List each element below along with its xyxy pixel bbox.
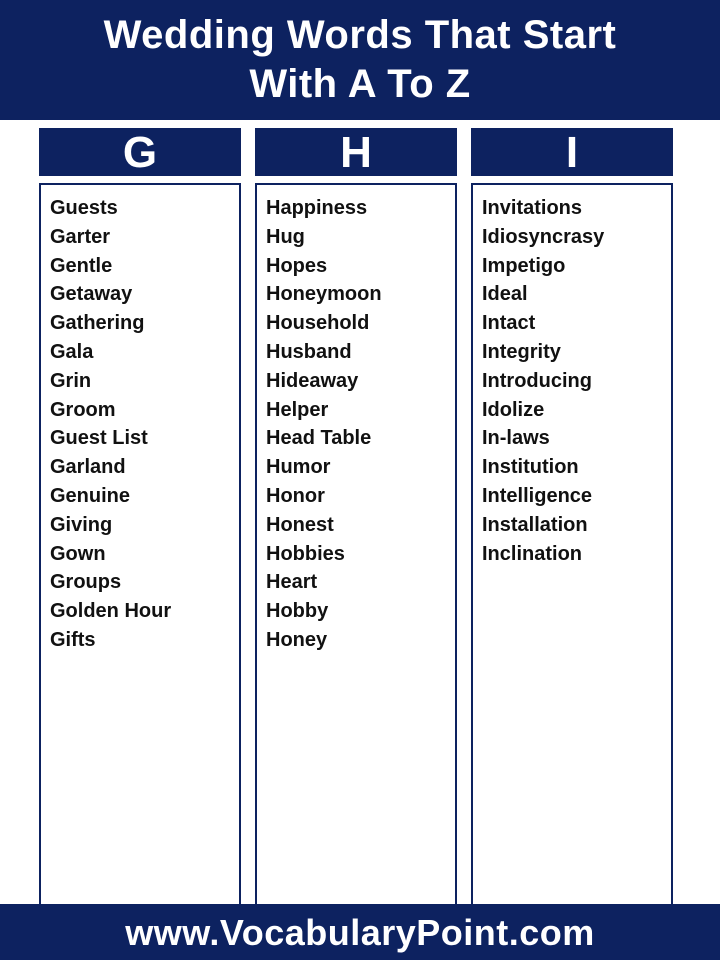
column-header-i: I xyxy=(471,128,673,176)
word-list xyxy=(257,185,455,655)
list-item: Heart xyxy=(266,571,318,594)
column-header-g: G xyxy=(39,128,241,176)
list-item: Gala xyxy=(50,340,94,363)
list-item: Groom xyxy=(50,398,116,421)
list-item: Honey xyxy=(266,628,328,651)
list-item: Ideal xyxy=(482,283,528,306)
list-item: In-laws xyxy=(482,427,550,450)
list-item: Invitations xyxy=(482,197,583,219)
list-item: Hug xyxy=(266,225,305,248)
word-list xyxy=(473,185,671,568)
list-item: Golden Hour xyxy=(50,600,172,623)
word-list-i xyxy=(471,183,673,913)
list-item: Inclination xyxy=(482,542,582,565)
list-item: Groups xyxy=(50,571,122,594)
list-item: Happiness xyxy=(266,197,368,219)
title-line-1: Wedding Words That Start xyxy=(103,13,617,57)
list-item: Integrity xyxy=(482,340,561,363)
list-item: Idiosyncrasy xyxy=(482,225,605,248)
footer-banner xyxy=(0,904,720,960)
column-header-h: H xyxy=(255,128,457,176)
list-item: Gown xyxy=(50,542,106,565)
word-list-h xyxy=(255,183,457,913)
list-item: Hobbies xyxy=(266,542,345,565)
list-item: Giving xyxy=(50,513,113,536)
list-item: Garland xyxy=(50,456,126,479)
list-item: Guests xyxy=(50,197,118,219)
list-item: Husband xyxy=(266,340,352,363)
word-list-g xyxy=(39,183,241,913)
list-item: Grin xyxy=(50,369,92,392)
list-item: Gentle xyxy=(50,254,113,277)
list-item: Gifts xyxy=(50,628,96,651)
list-item: Hopes xyxy=(266,254,328,277)
word-list xyxy=(41,185,239,655)
list-item: Gathering xyxy=(50,312,145,335)
list-item: Intact xyxy=(482,312,536,335)
list-item: Honest xyxy=(266,513,334,536)
list-item: Head Table xyxy=(266,427,372,450)
list-item: Garter xyxy=(50,225,111,248)
list-item: Honor xyxy=(266,484,325,507)
footer-url: www.VocabularyPoint.com xyxy=(125,912,595,953)
list-item: Genuine xyxy=(50,484,131,507)
list-item: Hobby xyxy=(266,600,329,623)
list-item: Impetigo xyxy=(482,254,566,277)
list-item: Humor xyxy=(266,456,331,479)
list-item: Helper xyxy=(266,398,329,421)
list-item: Guest List xyxy=(50,427,148,450)
list-item: Installation xyxy=(482,513,588,536)
list-item: Honeymoon xyxy=(266,283,382,306)
list-item: Institution xyxy=(482,456,579,479)
list-item: Introducing xyxy=(482,369,592,392)
list-item: Getaway xyxy=(50,283,133,306)
title-banner xyxy=(0,0,720,120)
list-item: Household xyxy=(266,312,370,335)
list-item: Intelligence xyxy=(482,484,593,507)
list-item: Hideaway xyxy=(266,369,359,392)
list-item: Idolize xyxy=(482,398,545,421)
title-line-2: With A To Z xyxy=(249,62,471,106)
